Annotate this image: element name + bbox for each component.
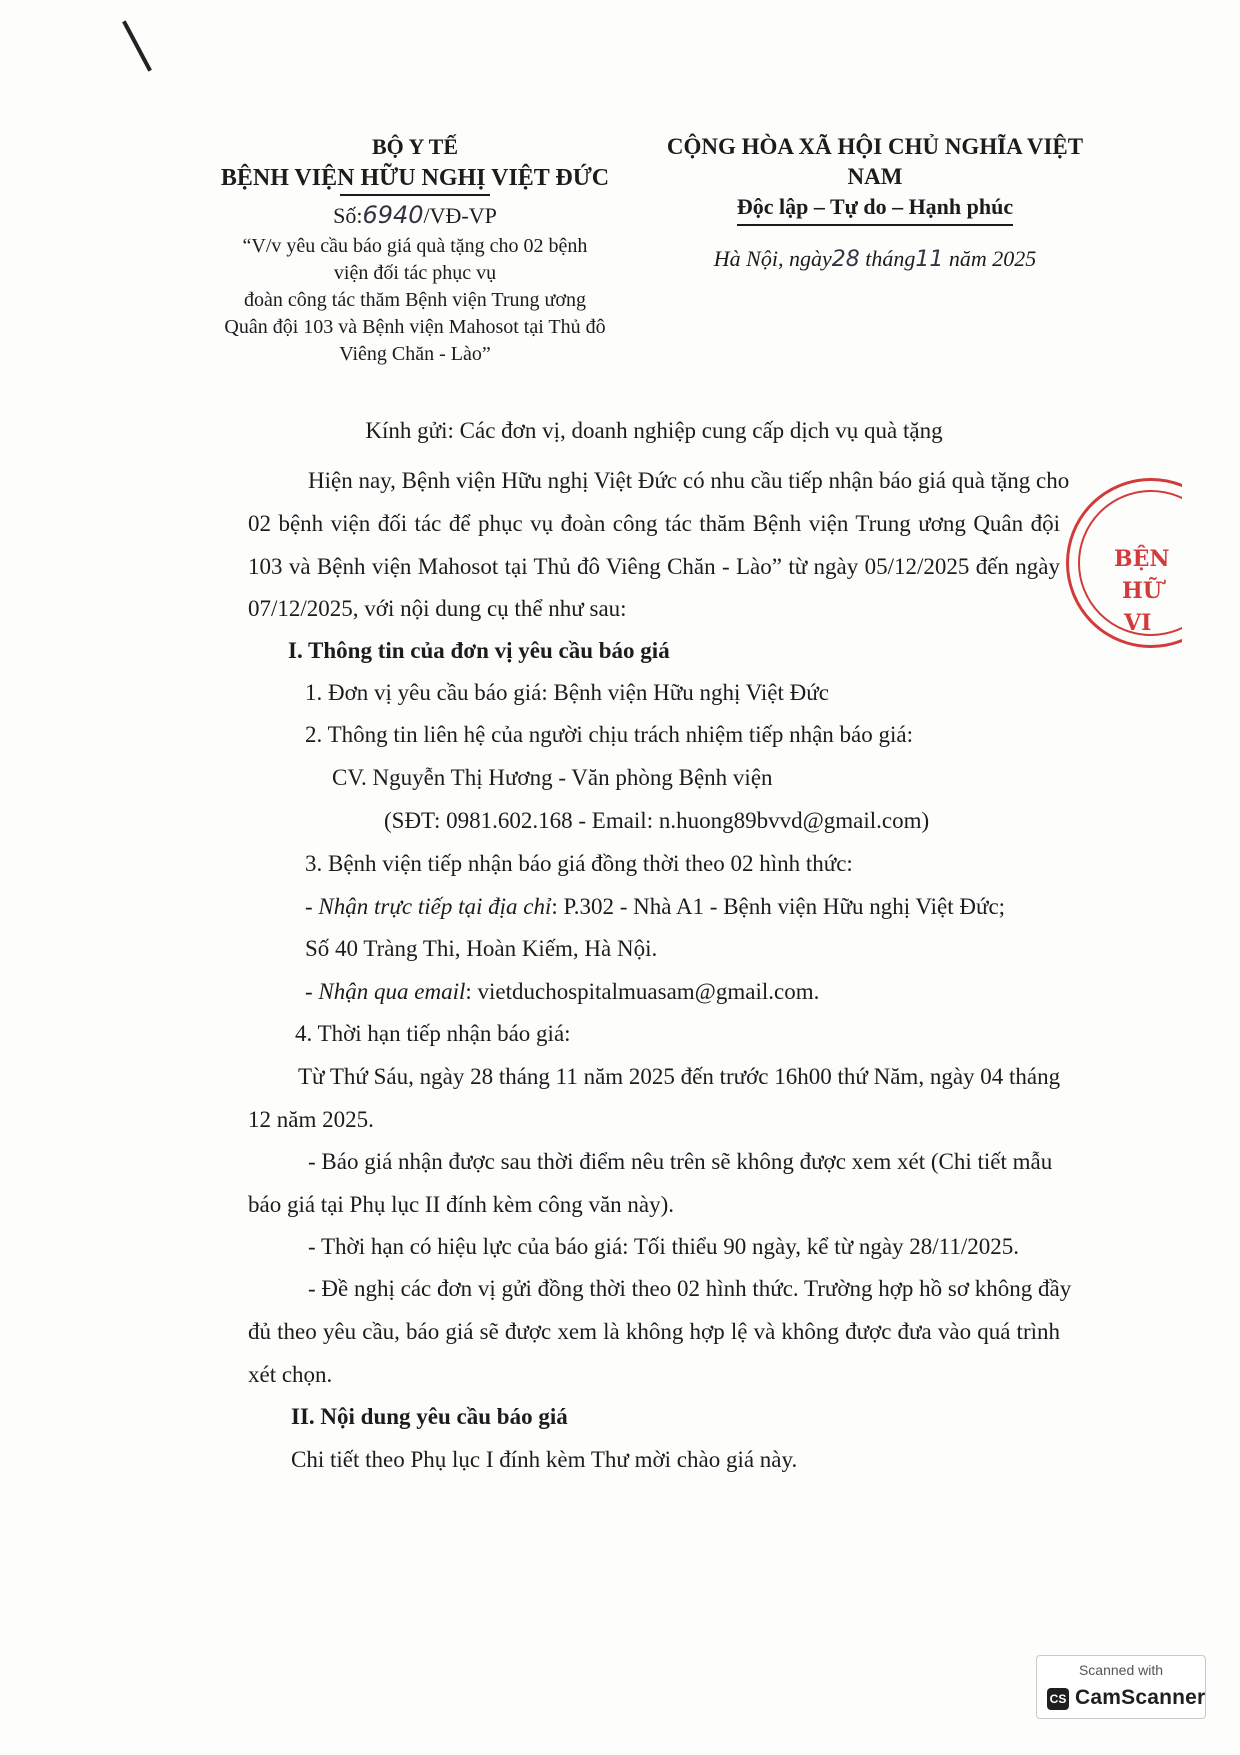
item-3: 3. Bệnh viện tiếp nhận báo giá đồng thời theo 02 hình thức:: [305, 851, 853, 876]
header-right: [640, 132, 1110, 275]
hospital-name: BỆNH VIỆN HỮU NGHỊ VIỆT ĐỨC: [220, 165, 610, 191]
note-line: báo giá tại Phụ lục II đính kèm công văn này).: [248, 1192, 675, 1217]
section-2-text: Chi tiết theo Phụ lục I đính kèm Thư mời chào giá này.: [291, 1447, 798, 1472]
direct-delivery: [305, 894, 1005, 920]
email-value: : vietduchospitalmuasam@gmail.com.: [465, 979, 820, 1004]
nation-title: CỘNG HÒA XÃ HỘI CHỦ NGHĨA VIỆT NAM: [666, 134, 1084, 189]
section-heading-2: II. Nội dung yêu cầu báo giá: [291, 1404, 568, 1429]
intro-line: 103 và Bệnh viện Mahosot tại Thủ đô Viêng Chăn - Lào” từ ngày 05/12/2025 đến ngày: [248, 554, 1060, 579]
subject-line: “V/v yêu cầu báo giá quà tặng cho 02 bệnh: [242, 235, 588, 257]
pen-mark: [122, 20, 152, 71]
note-line: đủ theo yêu cầu, báo giá sẽ được xem là không hợp lệ và không được đưa vào quá trình: [248, 1319, 1060, 1344]
date-day-handwritten: 28: [831, 247, 860, 272]
document-number: [200, 200, 630, 231]
section-heading-1: I. Thông tin của đơn vị yêu cầu báo giá: [288, 638, 670, 663]
date-part: tháng: [859, 246, 916, 271]
doc-no-handwritten: 6940: [362, 201, 424, 229]
subject-line: Quân đội 103 và Bệnh viện Mahosot tại Thủ đô: [224, 316, 606, 338]
email-label: - Nhận qua email: [305, 979, 466, 1004]
note-line: - Thời hạn có hiệu lực của báo giá: Tối thiểu 90 ngày, kể từ ngày 28/11/2025.: [308, 1234, 1019, 1259]
deadline-line: Từ Thứ Sáu, ngày 28 tháng 11 năm 2025 đến trước 16h00 thứ Năm, ngày 04 tháng: [298, 1064, 1061, 1089]
watermark-brand: CamScanner: [1075, 1686, 1206, 1709]
address-line: Số 40 Tràng Thi, Hoàn Kiếm, Hà Nội.: [305, 936, 658, 961]
direct-value: : P.302 - Nhà A1 - Bệnh viện Hữu nghị Việt Đức;: [551, 894, 1006, 919]
subject-block: [200, 233, 630, 368]
date-part: năm 2025: [943, 246, 1037, 271]
greeting: Kính gửi: Các đơn vị, doanh nghiệp cung cấp dịch vụ quà tặng: [365, 418, 943, 443]
note-line: xét chọn.: [248, 1362, 333, 1387]
camscanner-logo-icon: CS: [1047, 1688, 1069, 1710]
direct-label: - Nhận trực tiếp tại địa chỉ: [305, 894, 552, 919]
national-motto: Độc lập – Tự do – Hạnh phúc: [737, 192, 1013, 226]
contact-info: (SĐT: 0981.602.168 - Email: n.huong89bvvd@gmail.com): [384, 808, 930, 833]
subject-line: đoàn công tác thăm Bệnh viện Trung ương: [244, 289, 586, 311]
intro-line: 02 bệnh viện đối tác để phục vụ đoàn công tác thăm Bệnh viện Trung ương Quân đội: [248, 511, 1060, 536]
stamp-text: HỮ: [1122, 578, 1162, 604]
place-date: [640, 244, 1110, 275]
item-1: 1. Đơn vị yêu cầu báo giá: Bệnh viện Hữu nghị Việt Đức: [305, 680, 829, 705]
note-line: - Đề nghị các đơn vị gửi đồng thời theo 02 hình thức. Trường hợp hồ sơ không đầy: [308, 1276, 1072, 1301]
intro-line: Hiện nay, Bệnh viện Hữu nghị Việt Đức có nhu cầu tiếp nhận báo giá quà tặng cho: [308, 468, 1070, 493]
doc-no-suffix: /VĐ-VP: [423, 203, 497, 228]
contact-name: CV. Nguyễn Thị Hương - Văn phòng Bệnh viện: [332, 765, 773, 790]
intro-line: 07/12/2025, với nội dung cụ thể như sau:: [248, 596, 627, 621]
hospital-underline: [340, 194, 490, 196]
subject-line: viện đối tác phục vụ: [333, 262, 497, 284]
stamp-text: VI: [1124, 610, 1152, 636]
red-seal-stamp: [1062, 478, 1182, 668]
date-month-handwritten: 11: [915, 247, 944, 272]
doc-no-prefix: Số:: [333, 203, 363, 228]
header-left: [200, 132, 630, 368]
ministry-name: BỘ Y TẾ: [372, 134, 458, 159]
note-line: - Báo giá nhận được sau thời điểm nêu trên sẽ không được xem xét (Chi tiết mẫu: [308, 1149, 1053, 1174]
item-2: 2. Thông tin liên hệ của người chịu trách nhiệm tiếp nhận báo giá:: [305, 722, 913, 747]
stamp-text: BỆN: [1114, 546, 1170, 572]
watermark-caption: Scanned with: [1078, 1662, 1164, 1678]
date-part: Hà Nội, ngày: [713, 246, 832, 271]
deadline-line: 12 năm 2025.: [248, 1107, 374, 1132]
email-delivery: [305, 979, 819, 1005]
item-4: 4. Thời hạn tiếp nhận báo giá:: [295, 1021, 571, 1046]
camscanner-watermark: [1036, 1655, 1206, 1719]
subject-line: Viêng Chăn - Lào”: [339, 343, 491, 365]
